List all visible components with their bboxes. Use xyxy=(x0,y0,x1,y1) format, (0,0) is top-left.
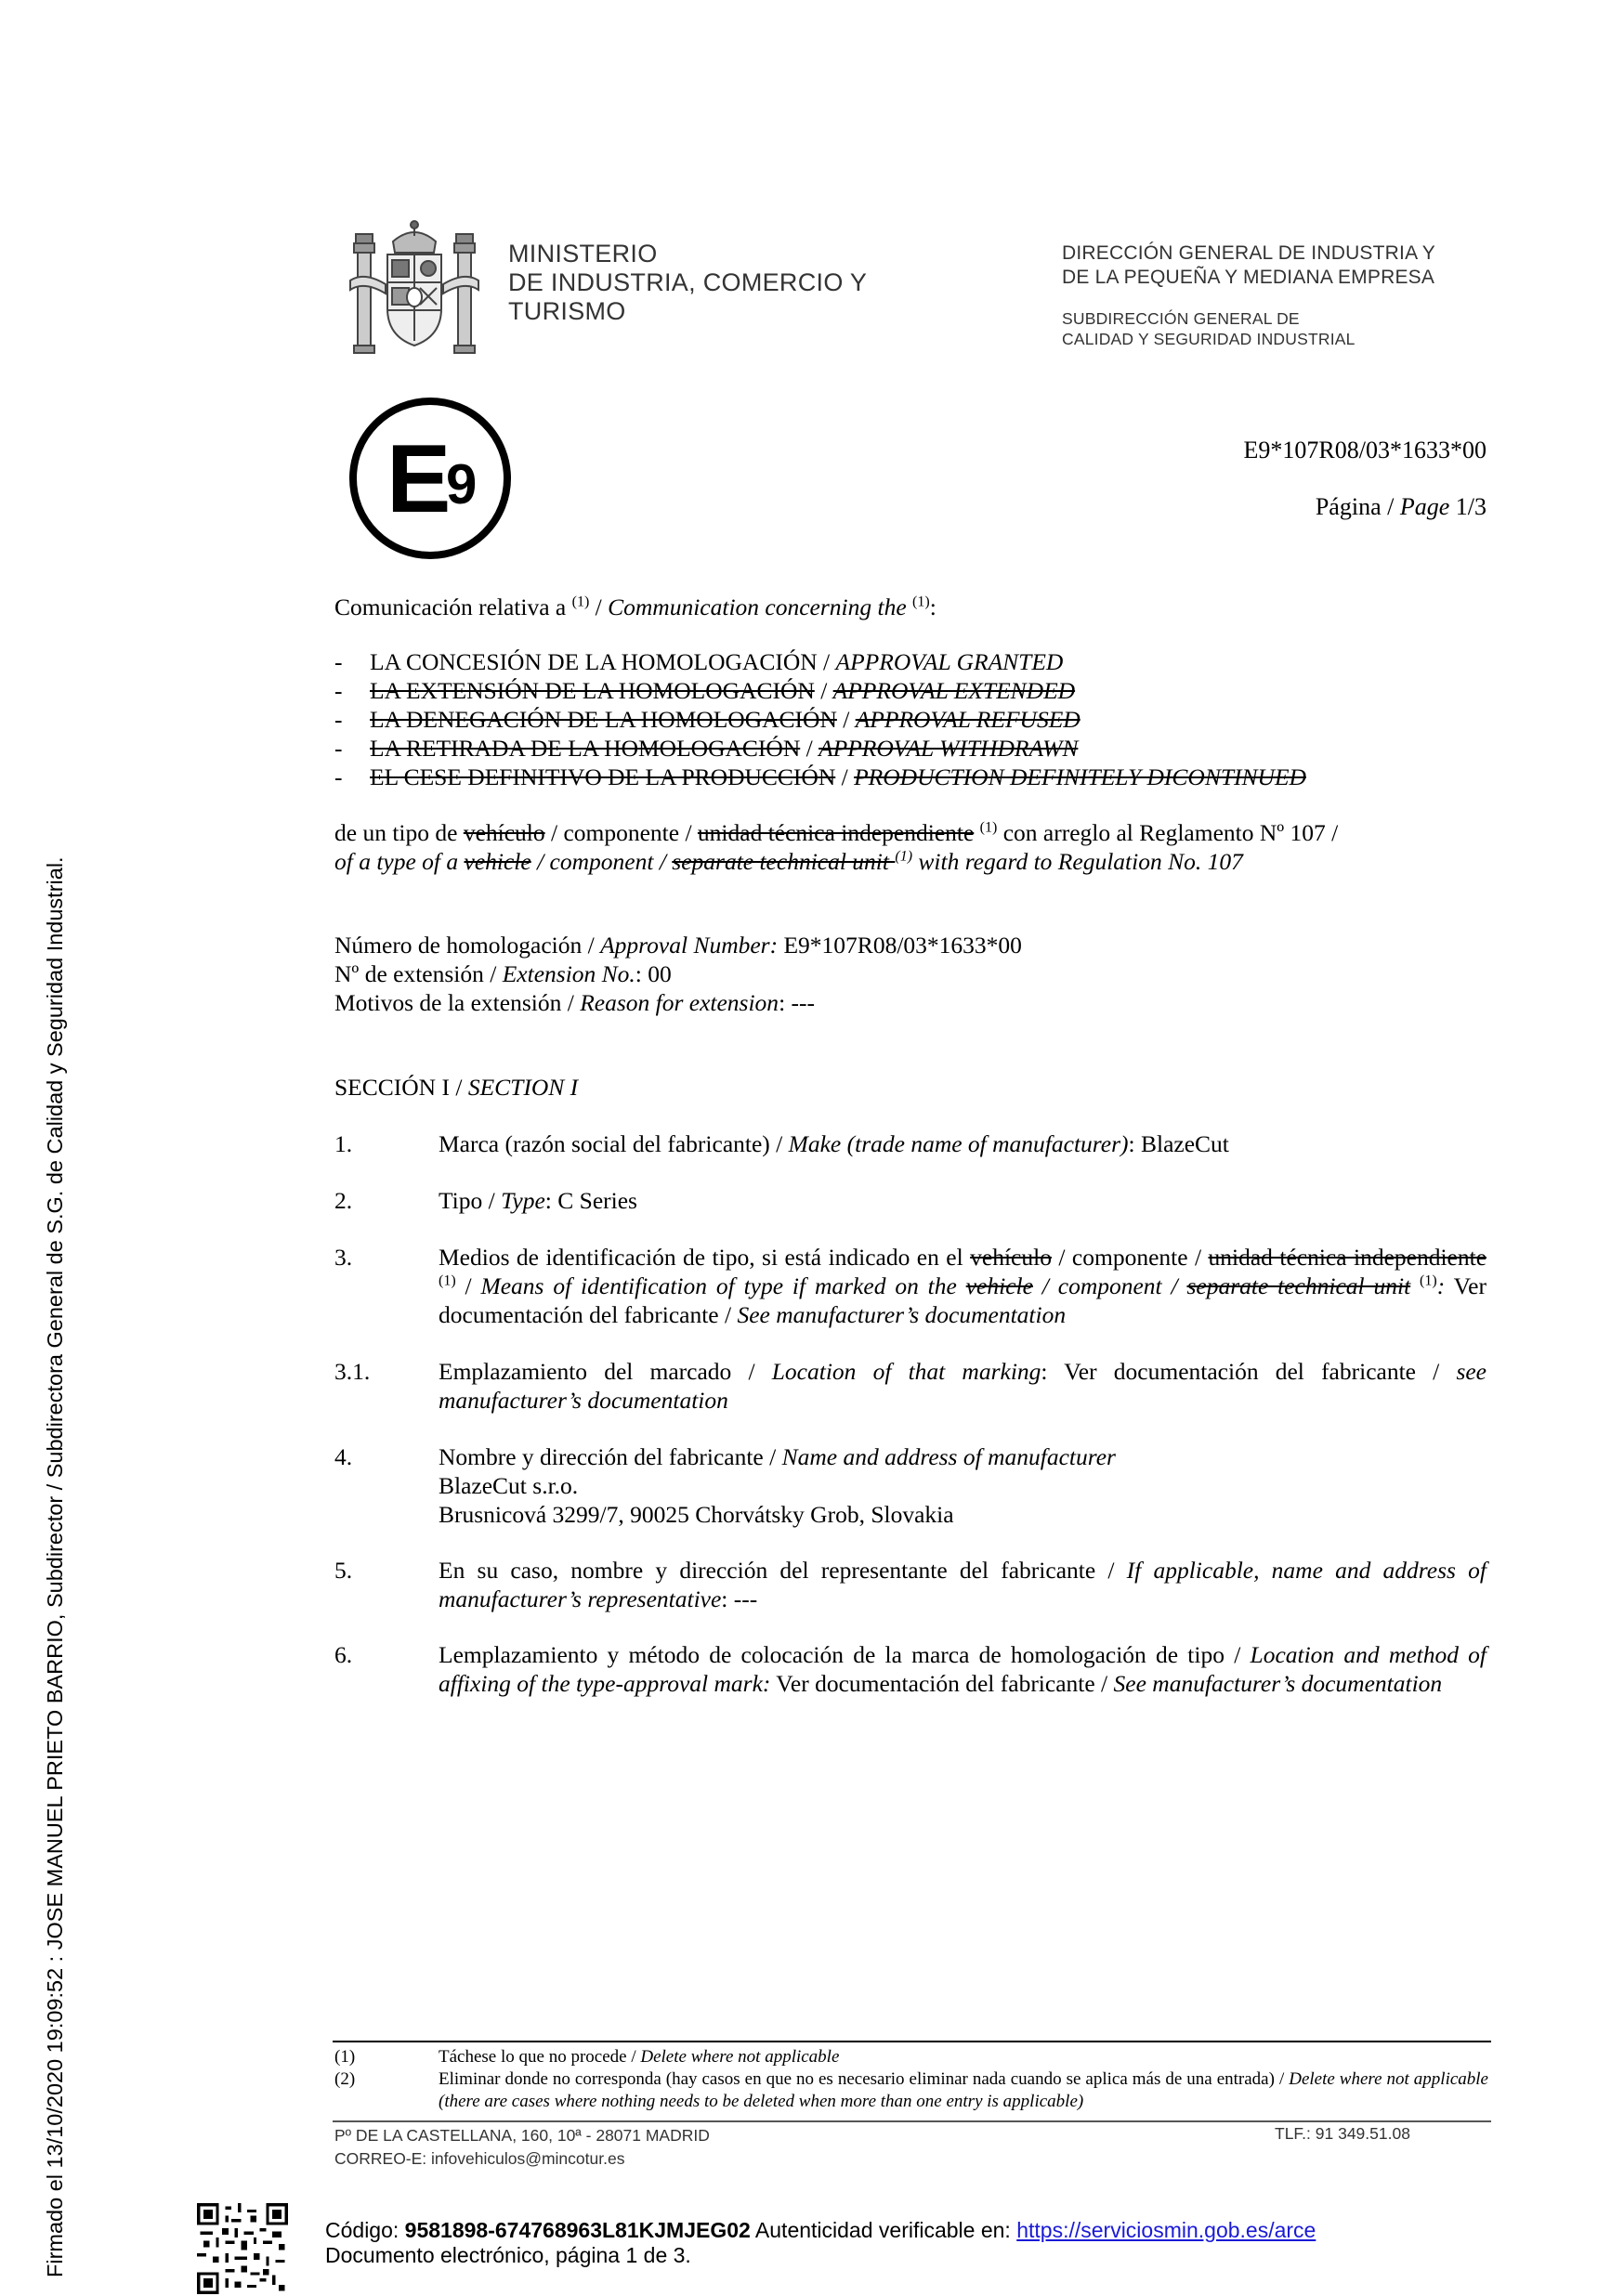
directorate-line: DIRECCIÓN GENERAL DE INDUSTRIA Y xyxy=(1062,242,1435,264)
ministry-name xyxy=(508,240,867,326)
verification-link[interactable]: https://serviciosmin.gob.es/arce xyxy=(1016,2218,1316,2242)
item-1 xyxy=(334,1129,1486,1158)
item-number: 5. xyxy=(334,1557,353,1584)
extension-number: Nº de extensión / Extension No.: 00 xyxy=(334,960,672,987)
type-line-en: of a type of a vehicle / component / separate technical unit $^{(1)}$ with regard to Regulation No. 107 xyxy=(334,848,1243,875)
item-text: Lemplazamiento y método de colocación de la marca de homologación de tipo / Location and method of affixing of the type-approval mark: Ver documentación del fabricante / See manufacturer’s documentation xyxy=(439,1641,1487,1697)
option-discontinued: - EL CESE DEFINITIVO DE LA PRODUCCIÓN / PRODUCTION DEFINITELY DICONTINUED xyxy=(334,763,1306,790)
subdirectorate-name xyxy=(1062,308,1356,349)
option-es: LA CONCESIÓN DE LA HOMOLOGACIÓN xyxy=(370,648,818,675)
footnotes xyxy=(334,2046,1488,2113)
communication-heading xyxy=(334,593,936,621)
manufacturer-address: Brusnicová 3299/7, 90025 Chorvátsky Grob, Slovakia xyxy=(439,1501,954,1528)
item-number: 1. xyxy=(334,1130,353,1157)
item-text: Marca (razón social del fabricante) / Make (trade name of manufacturer): BlazeCut xyxy=(439,1130,1229,1157)
verification-line: Código: 9581898-674768963L81KJMJEG02 Autenticidad verificable en: https://serviciosmin.gob.es/arce xyxy=(325,2218,1316,2242)
ministry-line: DE INDUSTRIA, COMERCIO Y xyxy=(508,268,868,296)
page-number xyxy=(1316,493,1486,521)
directorate-line: DE LA PEQUEÑA Y MEDIANA EMPRESA xyxy=(1062,267,1435,288)
manufacturer-name: BlazeCut s.r.o. xyxy=(439,1472,579,1499)
section-title: SECCIÓN I / SECTION I xyxy=(334,1074,579,1101)
page-label-en: Page xyxy=(1399,493,1450,520)
page-label-es: Página / xyxy=(1315,493,1400,520)
item-3 xyxy=(334,1243,1486,1329)
electronic-signature-stamp: Firmado el 13/10/2020 19:09:52 : JOSE MANUEL PRIETO BARRIO, Subdirector / Subdirectora General de S.G. de Calidad y Seguridad Industrial. xyxy=(43,856,67,2277)
item-text: Emplazamiento del marcado / Location of that marking: Ver documentación del fabricante / see manufacturer’s documentation xyxy=(439,1358,1486,1414)
option-refused: - LA DENEGACIÓN DE LA HOMOLOGACIÓN / APPROVAL REFUSED xyxy=(334,706,1080,733)
item-4 xyxy=(334,1442,1486,1529)
item-number: 4. xyxy=(334,1443,353,1470)
directorate-name xyxy=(1062,241,1435,290)
item-number: 2. xyxy=(334,1187,353,1214)
footer-address xyxy=(334,2124,710,2171)
ministry-line: MINISTERIO xyxy=(508,240,658,267)
item-text: Medios de identificación de tipo, si está indicado en el vehículo / componente / unidad técnica independiente $^{(1)}$ / Means of identification of type if marked on the vehicle / component / separate technical unit $^{(1)}$: Ver documentación del fabricante / See manufacturer’s documentation xyxy=(439,1244,1487,1328)
e-mark-logo xyxy=(347,396,513,561)
subdirectorate-line: CALIDAD Y SEGURIDAD INDUSTRIAL xyxy=(1062,330,1356,348)
option-es: EL CESE DEFINITIVO DE LA PRODUCCIÓN xyxy=(370,763,836,790)
contact-email: CORREO-E: infovehiculos@mincotur.es xyxy=(334,2149,625,2168)
approval-reference: E9*107R08/03*1633*00 xyxy=(1243,437,1486,463)
comm-en: Communication concerning the xyxy=(608,594,913,620)
option-extended: - LA EXTENSIÓN DE LA HOMOLOGACIÓN / APPROVAL EXTENDED xyxy=(334,677,1076,704)
option-withdrawn: - LA RETIRADA DE LA HOMOLOGACIÓN / APPROVAL WITHDRAWN xyxy=(334,735,1079,762)
type-line-es: de un tipo de vehículo / componente / unidad técnica independiente $^{(1)}$ con arreglo al Reglamento Nº 107 / xyxy=(334,819,1339,846)
item-text: En su caso, nombre y dirección del representante del fabricante / If applicable, name and address of manufacturer’s representative: --- xyxy=(439,1557,1486,1612)
footnote-divider xyxy=(333,2041,1491,2042)
verification-code: 9581898-674768963L81KJMJEG02 xyxy=(404,2218,751,2242)
item-text: Tipo / Type: C Series xyxy=(439,1187,637,1214)
comm-sep: / xyxy=(589,594,609,620)
option-es: LA RETIRADA DE LA HOMOLOGACIÓN xyxy=(370,735,801,762)
option-en: APPROVAL REFUSED xyxy=(855,706,1080,733)
electronic-document-line: Documento electrónico, página 1 de 3. xyxy=(325,2243,691,2267)
approval-numbers xyxy=(334,931,1022,1017)
coat-of-arms-logo xyxy=(348,215,480,355)
item-text: Nombre y dirección del fabricante / Name and address of manufacturer BlazeCut s.r.o. Brusnicová 3299/7, 90025 Chorvátsky Grob, Slovakia xyxy=(439,1442,1486,1529)
item-3-1 xyxy=(334,1357,1486,1415)
extension-reason: Motivos de la extensión / Reason for extension: --- xyxy=(334,989,815,1016)
option-en: APPROVAL EXTENDED xyxy=(832,677,1076,704)
ministry-line: TURISMO xyxy=(508,297,626,325)
communication-options xyxy=(334,647,1306,791)
subdirectorate-line: SUBDIRECCIÓN GENERAL DE xyxy=(1062,309,1300,328)
option-en: APPROVAL WITHDRAWN xyxy=(819,735,1079,762)
item-5 xyxy=(334,1556,1486,1613)
postal-address: Pº DE LA CASTELLANA, 160, 10ª - 28071 MADRID xyxy=(334,2126,710,2145)
e-mark-letter: E xyxy=(386,425,452,533)
approval-number: Número de homologación / Approval Number: E9*107R08/03*1633*00 xyxy=(334,932,1022,959)
qr-code xyxy=(197,2203,288,2294)
e-mark-number: 9 xyxy=(446,453,478,515)
option-es: LA DENEGACIÓN DE LA HOMOLOGACIÓN xyxy=(370,706,837,733)
footnote-2: (2) Eliminar donde no corresponda (hay casos en que no es necesario eliminar nada cuando se aplica más de una entrada) / Delete where not applicable (there are cases where nothing needs to be deleted when more than one entry is applicable) xyxy=(334,2069,1488,2111)
item-6 xyxy=(334,1640,1486,1698)
item-number: 6. xyxy=(334,1641,353,1668)
page-value: 1/3 xyxy=(1449,493,1486,520)
footer-divider xyxy=(333,2120,1491,2122)
option-granted: - LA CONCESIÓN DE LA HOMOLOGACIÓN / APPROVAL GRANTED xyxy=(334,648,1064,675)
option-es: LA EXTENSIÓN DE LA HOMOLOGACIÓN xyxy=(370,677,815,704)
comm-es: Comunicación relativa a xyxy=(334,594,572,620)
option-en: PRODUCTION DEFINITELY DICONTINUED xyxy=(854,763,1306,790)
option-en: APPROVAL GRANTED xyxy=(835,648,1064,675)
footer-phone: TLF.: 91 349.51.08 xyxy=(1275,2124,1410,2143)
footnote-ref: (1) xyxy=(571,594,590,610)
item-2 xyxy=(334,1186,1486,1215)
footnote-ref: (1) xyxy=(912,594,930,610)
footnote-1: (1) Táchese lo que no procede / Delete where not applicable xyxy=(334,2047,840,2067)
comm-end: : xyxy=(929,594,936,620)
item-number: 3. xyxy=(334,1244,353,1271)
verification-block xyxy=(325,2218,1316,2268)
type-paragraph xyxy=(334,818,1486,876)
item-number: 3.1. xyxy=(334,1358,371,1385)
